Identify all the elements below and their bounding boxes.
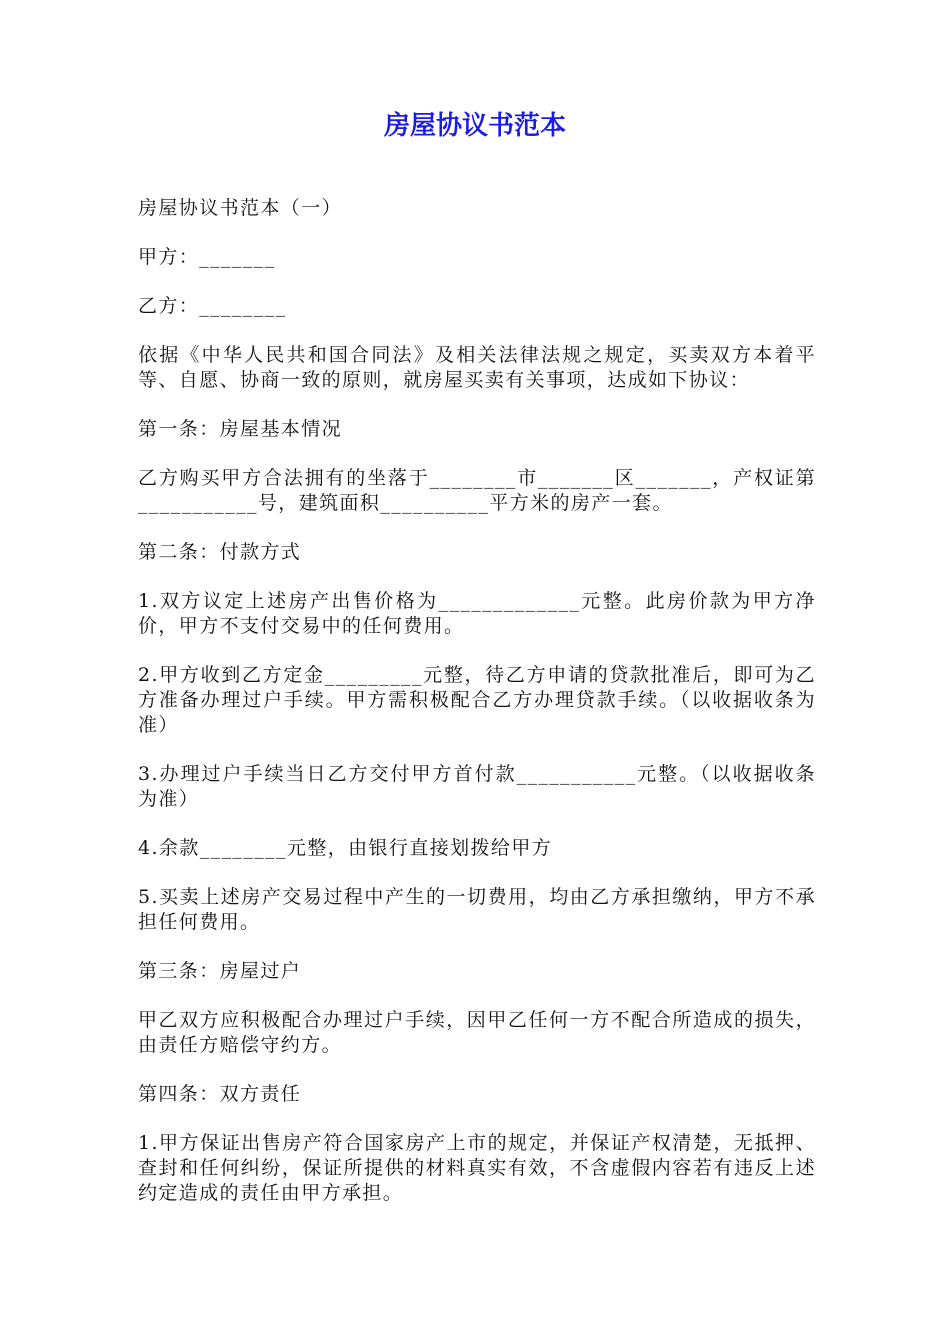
- preamble-paragraph: 依据《中华人民共和国合同法》及相关法律法规之规定，买卖双方本着平等、自愿、协商一致的原则，就房屋买卖有关事项，达成如下协议：: [138, 344, 816, 391]
- section-heading: 房屋协议书范本（一）: [138, 197, 343, 219]
- article-2-item-1: 1.双方议定上述房产出售价格为_____________元整。此房价款为甲方净价，甲方不支付交易中的任何费用。: [138, 590, 816, 637]
- document-title: 房屋协议书范本: [383, 111, 566, 141]
- article-2-item-4: 4.余款________元整，由银行直接划拨给甲方: [138, 837, 553, 859]
- article-2-heading: 第二条：付款方式: [138, 541, 302, 563]
- party-b-line: 乙方：________: [138, 295, 287, 317]
- article-2-item-5: 5.买卖上述房产交易过程中产生的一切费用，均由乙方承担缴纳，甲方不承担任何费用。: [138, 886, 816, 933]
- article-4-heading: 第四条：双方责任: [138, 1083, 302, 1105]
- party-a-line: 甲方：_______: [138, 246, 276, 268]
- document-body: [138, 196, 816, 1230]
- article-3-paragraph: 甲乙双方应积极配合办理过户手续，因甲乙任何一方不配合所造成的损失，由责任方赔偿守约方。: [138, 1009, 816, 1056]
- article-1-heading: 第一条：房屋基本情况: [138, 418, 343, 440]
- article-2-item-3: 3.办理过户手续当日乙方交付甲方首付款___________元整。（以收据收条为准）: [138, 763, 816, 810]
- article-1-paragraph: 乙方购买甲方合法拥有的坐落于________市_______区_______，产权证第___________号，建筑面积__________平方米的房产一套。: [138, 467, 816, 514]
- article-3-heading: 第三条：房屋过户: [138, 960, 302, 982]
- article-4-item-1: 1.甲方保证出售房产符合国家房产上市的规定，并保证产权清楚，无抵押、查封和任何纠纷，保证所提供的材料真实有效，不含虚假内容若有违反上述约定造成的责任由甲方承担。: [138, 1132, 816, 1204]
- article-2-item-2: 2.甲方收到乙方定金_________元整，待乙方申请的贷款批准后，即可为乙方准备办理过户手续。甲方需积极配合乙方办理贷款手续。（以收据收条为准）: [138, 664, 816, 736]
